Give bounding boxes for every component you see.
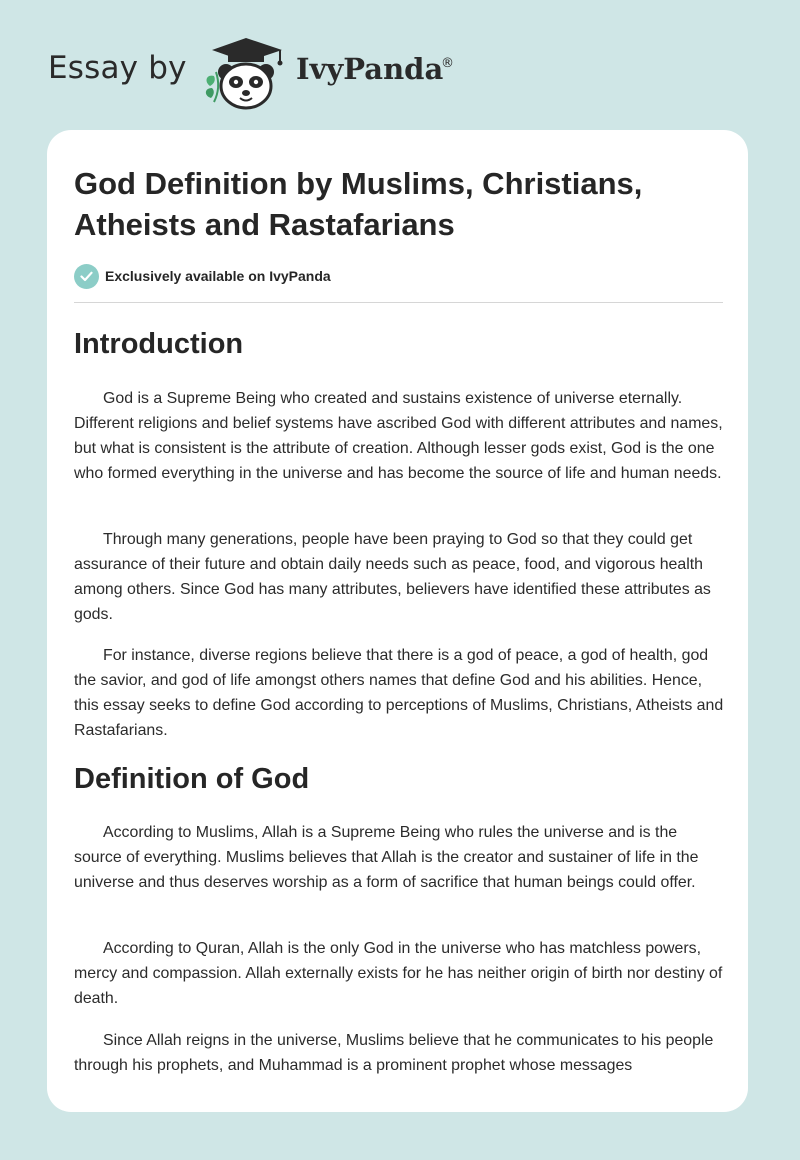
paragraph: According to Muslims, Allah is a Supreme Being who rules the universe and is the source of everything. Muslims believes that Allah is the creator and sustainer of life in the universe and thus deserves worship as a form of sacrifice that human beings could offer. <box>74 824 699 891</box>
exclusive-badge <box>74 263 331 289</box>
page-title: God Definition by Muslims, Christians, Atheists and Rastafarians <box>74 166 643 242</box>
paragraph: Through many generations, people have been praying to God so that they could get assurance of their future and obtain daily needs such as peace, food, and vigorous health among others. Since God has many attributes, believers have identified these attributes as gods. <box>74 531 711 623</box>
paragraph: Since Allah reigns in the universe, Muslims believe that he communicates to his people through his prophets, and Muhammad is a prominent prophet whose messages <box>74 1032 714 1074</box>
paragraph: According to Quran, Allah is the only God in the universe who has matchless powers, mercy and compassion. Allah externally exists for he has neither origin of birth nor destiny of death. <box>74 940 723 1007</box>
essay-card <box>47 130 748 1112</box>
paragraph: God is a Supreme Being who created and sustains existence of universe eternally. Different religions and belief systems have ascribed God with different attributes and names, but what is consistent is the attribute of creation. Although lesser gods exist, God is the one who formed everything in the universe and has become the source of life and human needs. <box>74 390 723 482</box>
brand-name: IvyPanda <box>296 52 444 86</box>
section-heading-definition-of-god: Definition of God <box>74 763 310 795</box>
section-heading-introduction: Introduction <box>74 328 244 360</box>
paragraph: For instance, diverse regions believe that there is a god of peace, a god of health, god the savior, and god of life amongst others names that define God and his abilities. Hence, this essay seeks to define God according to perceptions of Muslims, Christians, Atheists and Rastafarians. <box>74 647 724 739</box>
registered-mark: ® <box>441 56 454 71</box>
check-icon <box>74 264 99 289</box>
panda-graduate-logo-icon[interactable] <box>200 32 292 112</box>
site-header <box>0 0 800 120</box>
badge-label: Exclusively available on IvyPanda <box>105 268 331 284</box>
divider <box>74 302 723 303</box>
essay-by-label: Essay by <box>48 50 187 86</box>
